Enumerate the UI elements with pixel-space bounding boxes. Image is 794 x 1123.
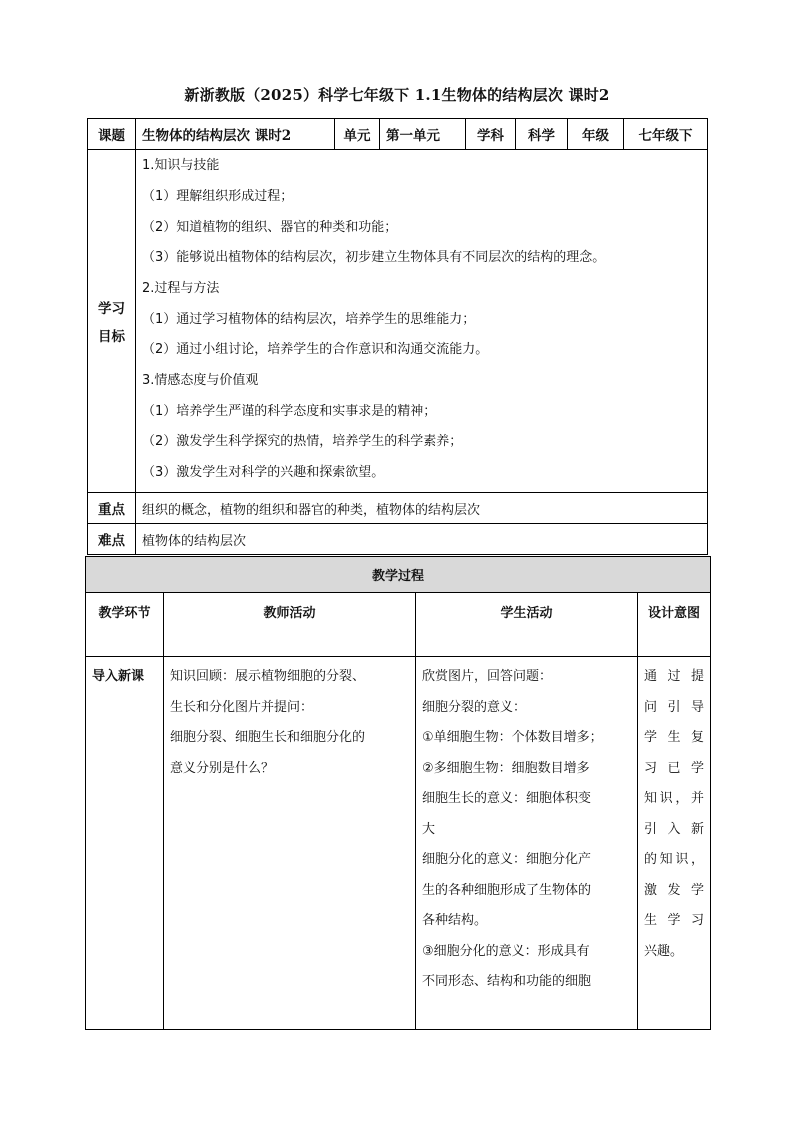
teacher-activity bbox=[164, 657, 416, 1030]
goals-label-line1: 学习 bbox=[98, 301, 125, 317]
difficulty-value: 植物体的结构层次 bbox=[136, 524, 708, 555]
topic-value: 生物体的结构层次 课时2 bbox=[136, 119, 335, 150]
intent-line: 引入新 bbox=[644, 821, 705, 837]
grade-label: 年级 bbox=[568, 119, 624, 150]
teacher-line: 生长和分化图片并提问： bbox=[170, 699, 314, 715]
design-intent bbox=[638, 657, 711, 1030]
goal-line: （3）激发学生对科学的兴趣和探索欲望。 bbox=[142, 464, 385, 480]
goals-label-line2: 目标 bbox=[98, 329, 125, 345]
subject-value: 科学 bbox=[516, 119, 568, 150]
student-line: 细胞生长的意义：细胞体积变 bbox=[422, 791, 592, 806]
goals-row bbox=[88, 150, 708, 493]
goal-line: （1）培养学生严谨的科学态度和实事求是的精神； bbox=[142, 403, 437, 419]
student-line: 细胞分裂的意义： bbox=[422, 699, 527, 715]
student-line: ①单细胞生物：个体数目增多； bbox=[422, 730, 603, 745]
student-line: ②多细胞生物：细胞数目增多 bbox=[422, 760, 590, 776]
goal-line: （2）通过小组讨论，培养学生的合作意识和沟通交流能力。 bbox=[142, 342, 489, 357]
intent-line: 问引导 bbox=[644, 699, 705, 715]
key-point-row bbox=[88, 493, 708, 524]
goals-label bbox=[88, 150, 136, 493]
student-line: 细胞分化的意义：细胞分化产 bbox=[422, 852, 592, 867]
difficulty-label: 难点 bbox=[88, 524, 136, 555]
unit-label: 单元 bbox=[335, 119, 380, 150]
goal-line: （3）能够说出植物体的结构层次，初步建立生物体具有不同层次的结构的理念。 bbox=[142, 250, 606, 265]
intent-line: 激发学 bbox=[644, 882, 705, 898]
topic-label: 课题 bbox=[88, 119, 136, 150]
header-intent: 设计意图 bbox=[638, 593, 711, 657]
teaching-process-table bbox=[85, 556, 711, 1030]
student-line: 生的各种细胞形成了生物体的 bbox=[422, 882, 592, 898]
student-activity bbox=[416, 657, 638, 1030]
goal-line: 3.情感态度与价值观 bbox=[142, 372, 259, 388]
student-line: 各种结构。 bbox=[422, 913, 488, 928]
student-line: 欣赏图片，回答问题： bbox=[422, 669, 553, 684]
goals-content bbox=[136, 150, 708, 493]
difficulty-row bbox=[88, 524, 708, 555]
student-line: 不同形态、结构和功能的细胞 bbox=[422, 974, 592, 989]
student-line: ③细胞分化的意义：形成具有 bbox=[422, 943, 590, 959]
header-stage: 教学环节 bbox=[86, 593, 164, 657]
document-title: 新浙教版（2025）科学七年级下 1.1生物体的结构层次 课时2 bbox=[184, 86, 610, 104]
teacher-line: 知识回顾：展示植物细胞的分裂、 bbox=[170, 669, 366, 684]
goal-line: 1.知识与技能 bbox=[142, 158, 220, 173]
grade-value: 七年级下 bbox=[624, 119, 708, 150]
info-row bbox=[88, 119, 708, 150]
process-row-intro bbox=[86, 657, 711, 1030]
teacher-line: 细胞分裂、细胞生长和细胞分化的 bbox=[170, 730, 366, 745]
intent-line: 学生复 bbox=[644, 730, 705, 745]
lesson-info-table bbox=[87, 118, 708, 555]
intent-line: 知识，并 bbox=[644, 791, 705, 806]
intent-line: 的知识， bbox=[644, 852, 705, 867]
header-student: 学生活动 bbox=[416, 593, 638, 657]
intent-line: 通过提 bbox=[644, 669, 705, 684]
goal-line: （2）激发学生科学探究的热情，培养学生的科学素养； bbox=[142, 434, 463, 449]
student-line: 大 bbox=[422, 821, 436, 837]
intent-line: 习已学 bbox=[644, 760, 705, 776]
goal-line: （2）知道植物的组织、器官的种类和功能； bbox=[142, 219, 398, 235]
key-point-label: 重点 bbox=[88, 493, 136, 524]
header-teacher: 教师活动 bbox=[164, 593, 416, 657]
goal-line: （1）通过学习植物体的结构层次，培养学生的思维能力； bbox=[142, 311, 476, 327]
process-header-row bbox=[86, 593, 711, 657]
key-point-value: 组织的概念，植物的组织和器官的种类，植物体的结构层次 bbox=[136, 493, 708, 524]
unit-value: 第一单元 bbox=[380, 119, 466, 150]
process-band: 教学过程 bbox=[86, 557, 711, 593]
process-band-row bbox=[86, 557, 711, 593]
goal-line: （1）理解组织形成过程； bbox=[142, 189, 294, 204]
intent-line: 兴趣。 bbox=[644, 943, 684, 959]
subject-label: 学科 bbox=[466, 119, 516, 150]
intent-line: 生学习 bbox=[644, 913, 705, 928]
stage-cell: 导入新课 bbox=[86, 657, 164, 1030]
teacher-line: 意义分别是什么？ bbox=[170, 760, 275, 776]
goal-line: 2.过程与方法 bbox=[142, 280, 220, 296]
